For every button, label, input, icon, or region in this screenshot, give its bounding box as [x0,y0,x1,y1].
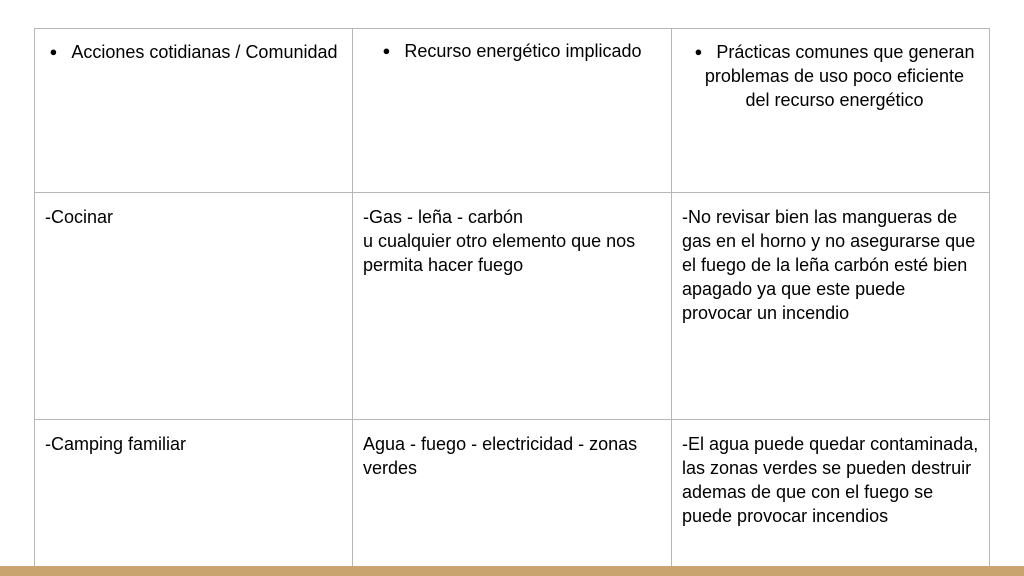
header-cell-recurso [353,29,672,193]
header-acciones-label: Acciones cotidianas / Comunidad [71,42,338,62]
cell-accion [35,420,353,576]
energy-table [34,28,990,576]
recurso-line: -Gas - leña - carbón [363,207,524,227]
header-cell-acciones [35,29,353,193]
recurso-line: u cualquier otro elemento que nos permita hacer fuego [363,231,636,275]
cell-practicas [672,193,990,420]
bullet-icon: ● [694,44,703,59]
accion-text: -Camping familiar [45,434,187,454]
practicas-text: -El agua puede quedar contaminada, las zonas verdes se pueden destruir ademas de que con el fuego se puede provocar incendios [682,434,979,526]
table-row [35,193,990,420]
accion-text: -Cocinar [45,207,114,227]
header-cell-practicas [672,29,990,193]
bullet-icon: ● [49,44,58,59]
cell-recurso [353,420,672,576]
table-header-row [35,29,990,193]
bullet-icon: ● [382,43,391,58]
cell-recurso [353,193,672,420]
table-row [35,420,990,576]
bottom-accent-bar [0,566,1024,576]
header-practicas-label: Prácticas comunes que generan problemas de uso poco eficiente del recurso energético [704,42,975,110]
header-recurso-label: Recurso energético implicado [404,41,642,61]
cell-practicas [672,420,990,576]
practicas-text: -No revisar bien las mangueras de gas en el horno y no asegurarse que el fuego de la leña carbón esté bien apagado ya que este puede provocar un incendio [682,207,976,323]
cell-accion [35,193,353,420]
recurso-text: Agua - fuego - electricidad - zonas verdes [363,434,638,478]
